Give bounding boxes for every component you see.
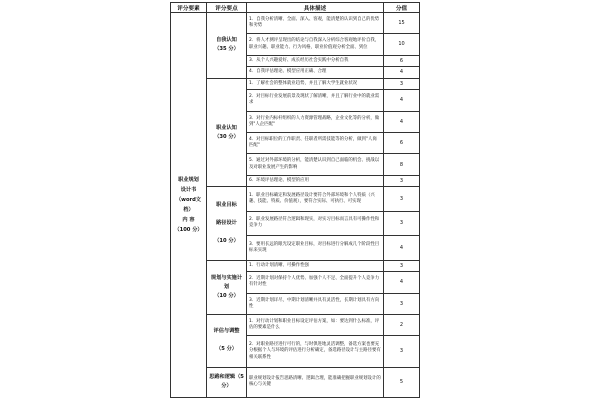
category-line: [209, 210, 244, 219]
factor-line: （100 分）: [174, 227, 203, 233]
table-row: [171, 78, 420, 89]
score-cell: 3: [384, 293, 420, 314]
description-cell: 2．近期计划对保持个人优势、加强个人不足、全面提升个人竞争力有针对性: [247, 272, 384, 293]
score-cell: 10: [384, 34, 420, 55]
header-factor: 评分要素: [171, 3, 207, 13]
table-row: [171, 260, 420, 271]
table-header-row: [171, 3, 420, 13]
category-line: 评估与调整: [213, 328, 240, 335]
score-cell: 3: [384, 336, 420, 367]
description-cell: 3．对行业内标杆组织的人力资源管理战略，企业文化等的分析，做到"人企匹配": [247, 111, 384, 132]
score-cell: 4: [384, 90, 420, 111]
score-cell: 3: [384, 211, 420, 235]
category-line: 划: [223, 283, 230, 290]
category-line: （30 分）: [214, 133, 239, 140]
table-body: [171, 13, 420, 398]
category-line: 规划与实施计: [210, 274, 243, 281]
description-cell: 1．了解社会的整体就业趋势，并且了解大学生就业状况: [247, 78, 384, 89]
factor-line: 内 容: [182, 217, 195, 223]
score-cell: 2: [384, 314, 420, 335]
score-cell: 3: [384, 175, 420, 186]
score-cell: 8: [384, 154, 420, 175]
score-cell: 6: [384, 55, 420, 66]
category-line: 路径设计: [216, 219, 237, 226]
category-line: [209, 336, 244, 345]
factor-line: 职业规划: [178, 177, 199, 183]
category-line: [209, 228, 244, 237]
category-cell: [207, 367, 247, 397]
description-cell: 1．自我分析清晰、全面、深入、客观，能清楚的认识到自己的优势和劣势: [247, 13, 384, 34]
category-line: 职业目标: [216, 201, 237, 208]
description-cell: 2．将人才测评呈现出的结论与自我深入分析综合客观地评价自我，职业兴趣、职业能力、行为风格，职业价值观分析全面、到位: [247, 34, 384, 55]
description-cell: 3．近期计划详尽，中期计划清晰并具有灵活性，长期计划具有方向性: [247, 293, 384, 314]
score-cell: 3: [384, 260, 420, 271]
score-cell: 3: [384, 78, 420, 89]
scoring-table: [170, 2, 420, 398]
description-cell: 5．通过对外部环境的分析，能清楚认识到自己面临的机会、挑战以及对职业发展产生的影响: [247, 154, 384, 175]
category-cell: [207, 78, 247, 187]
category-line: 分）: [221, 383, 232, 390]
description-cell: 职业规划设计报告思路清晰、逻辑合理，能准确把握职业规划设计的核心与关键: [247, 367, 384, 397]
category-cell: [207, 260, 247, 314]
header-point: 评分要点: [207, 3, 247, 13]
category-line: （5 分）: [216, 346, 237, 353]
table-row: [171, 314, 420, 335]
description-cell: 4．对目标职位的工作职责、任职者所需技能等的分析，做到"人岗匹配": [247, 133, 384, 154]
description-cell: 2．对职业路径进行可行的，与时俱进地灵活调整，备选方案也要充分根据个人与环境的评估进行分析确定，备选路径设计与主路径要有相关联系性: [247, 336, 384, 367]
score-cell: 4: [384, 236, 420, 260]
category-cell: [207, 13, 247, 79]
category-line: 思路和逻辑（5: [209, 374, 244, 381]
description-cell: 2．职业发展路径符合逻辑和现实，对实习目标而言具有可操作性和竞争力: [247, 211, 384, 235]
score-cell: 15: [384, 13, 420, 34]
score-cell: 6: [384, 133, 420, 154]
description-cell: 4．自我评估理论、模型应用正确、合理: [247, 67, 384, 78]
table-row: [171, 367, 420, 397]
description-cell: 3．从个人兴趣爱好、成长经历社会实践中分析自我: [247, 55, 384, 66]
header-score: 分值: [384, 3, 420, 13]
category-line: 职业认知: [216, 124, 237, 131]
category-line: （10 分）: [214, 237, 239, 244]
factor-cell: [171, 13, 207, 398]
table-row: [171, 13, 420, 34]
description-cell: 1．职业目标确定和发展路径设计要符合外部环境和个人特质（兴趣、技能、特质、价值观），要符合实际、可执行、可实现: [247, 187, 384, 211]
factor-line: 设计书: [180, 187, 197, 193]
category-line: （10 分）: [214, 292, 239, 299]
description-cell: 1．行动计划清晰、可操作性强: [247, 260, 384, 271]
header-description: 具体描述: [247, 3, 384, 13]
factor-line: （word文档）: [175, 197, 201, 213]
score-cell: 4: [384, 111, 420, 132]
score-cell: 4: [384, 272, 420, 293]
scoring-table-sheet: [170, 2, 419, 398]
description-cell: 6．环境评估理论、模型的应用: [247, 175, 384, 186]
category-cell: [207, 314, 247, 367]
table-row: [171, 187, 420, 211]
category-line: （35 分）: [214, 46, 239, 53]
category-cell: [207, 187, 247, 260]
description-cell: 3．要用长远的眼光设定职业目标，对目标进行分解成几个阶段性目标来实现: [247, 236, 384, 260]
score-cell: 4: [384, 67, 420, 78]
score-cell: 3: [384, 187, 420, 211]
description-cell: 2．对目标行业发展前景及现状了解清晰，并且了解行业中的就业需求: [247, 90, 384, 111]
description-cell: 1．对行动计划和职业目标设定评估方案，如：要达到什么标准，评估的要素是什么: [247, 314, 384, 335]
score-cell: 5: [384, 367, 420, 397]
category-line: 自我认知: [216, 37, 237, 44]
